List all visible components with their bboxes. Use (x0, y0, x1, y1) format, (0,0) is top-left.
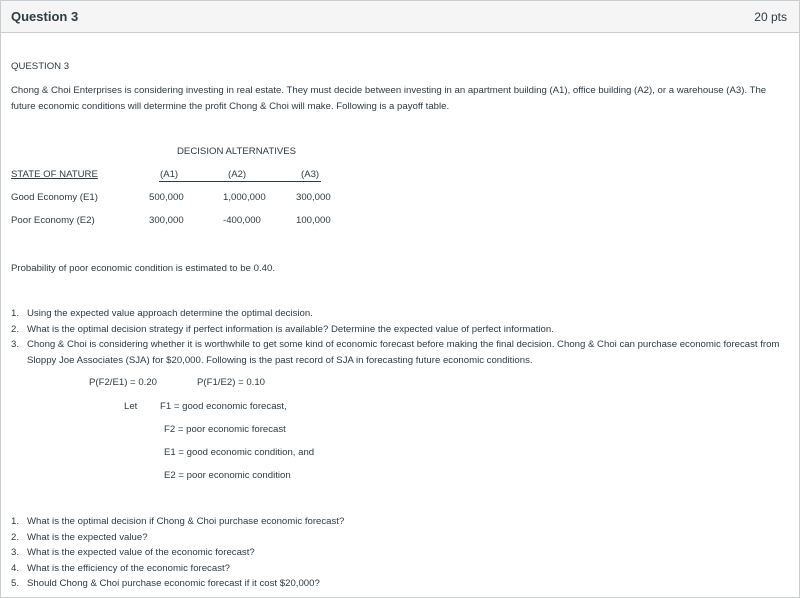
conditional-p-f2-e1: P(F2/E1) = 0.20 (89, 377, 157, 388)
cell-e2-a2: -400,000 (223, 215, 261, 226)
column-header-a2: (A2) (228, 169, 247, 180)
cell-e2-a3: 100,000 (296, 215, 331, 226)
list-item: 3. Chong & Choi is considering whether it is worthwhile to get some kind of economic forecast before making the final decision. Chong & Choi can purchase economic forecast from Sloppy Joe Associates (SJA) for $20,000. Following is the past record of SJA in forecasting future economic conditions. (11, 339, 780, 366)
list-item: 3. What is the expected value of the economic forecast? (11, 547, 255, 558)
table-caption: DECISION ALTERNATIVES (177, 146, 297, 157)
definition-e2: E2 = poor economic condition (164, 470, 291, 481)
list-item: 2. What is the optimal decision strategy if perfect information is available? Determine the expected value of perfect information. (11, 323, 554, 335)
list-item: 1. What is the optimal decision if Chong & Choi purchase economic forecast? (11, 516, 345, 527)
definition-f2: F2 = poor economic forecast (164, 424, 286, 435)
cell-e1-a2: 1,000,000 (223, 192, 266, 203)
list-item: 1. Using the expected value approach determine the optimal decision. (11, 308, 313, 319)
points-label: 20 pts (754, 10, 787, 24)
let-label: Let (124, 401, 138, 412)
list-item: 4. What is the efficiency of the economic forecast? (11, 562, 230, 574)
column-header-a3: (A3) (301, 169, 320, 180)
state-of-nature-header: STATE OF NATURE (11, 169, 98, 180)
cell-e1-a1: 500,000 (149, 192, 184, 203)
probability-note: Probability of poor economic condition is estimated to be 0.40. (11, 263, 275, 274)
column-header-a1: (A1) (160, 169, 179, 180)
question-intro: Chong & Choi Enterprises is considering investing in real estate. They must decide between investing in an apartment building (A1), office building (A2), or a warehouse (A3). The future economic conditions will determine the profit Chong & Choi will make. Following is a payoff table. (11, 85, 767, 112)
definition-f1: F1 = good economic forecast, (160, 401, 287, 412)
question-header (1, 1, 799, 33)
list-item: 2. What is the expected value? (11, 531, 148, 543)
question-heading: QUESTION 3 (11, 61, 70, 72)
row-label-e1: Good Economy (E1) (11, 192, 98, 203)
definition-e1: E1 = good economic condition, and (164, 447, 315, 458)
cell-e1-a3: 300,000 (296, 192, 331, 203)
question-list-2 (11, 514, 781, 592)
question-title: Question 3 (11, 9, 79, 24)
row-label-e2: Poor Economy (E2) (11, 215, 95, 226)
question-list-1 (11, 306, 781, 368)
column-header-underline (159, 181, 321, 182)
cell-e2-a1: 300,000 (149, 215, 184, 226)
list-item: 5. Should Chong & Choi purchase economic forecast if it cost $20,000? (11, 578, 320, 589)
conditional-p-f1-e2: P(F1/E2) = 0.10 (197, 377, 265, 388)
